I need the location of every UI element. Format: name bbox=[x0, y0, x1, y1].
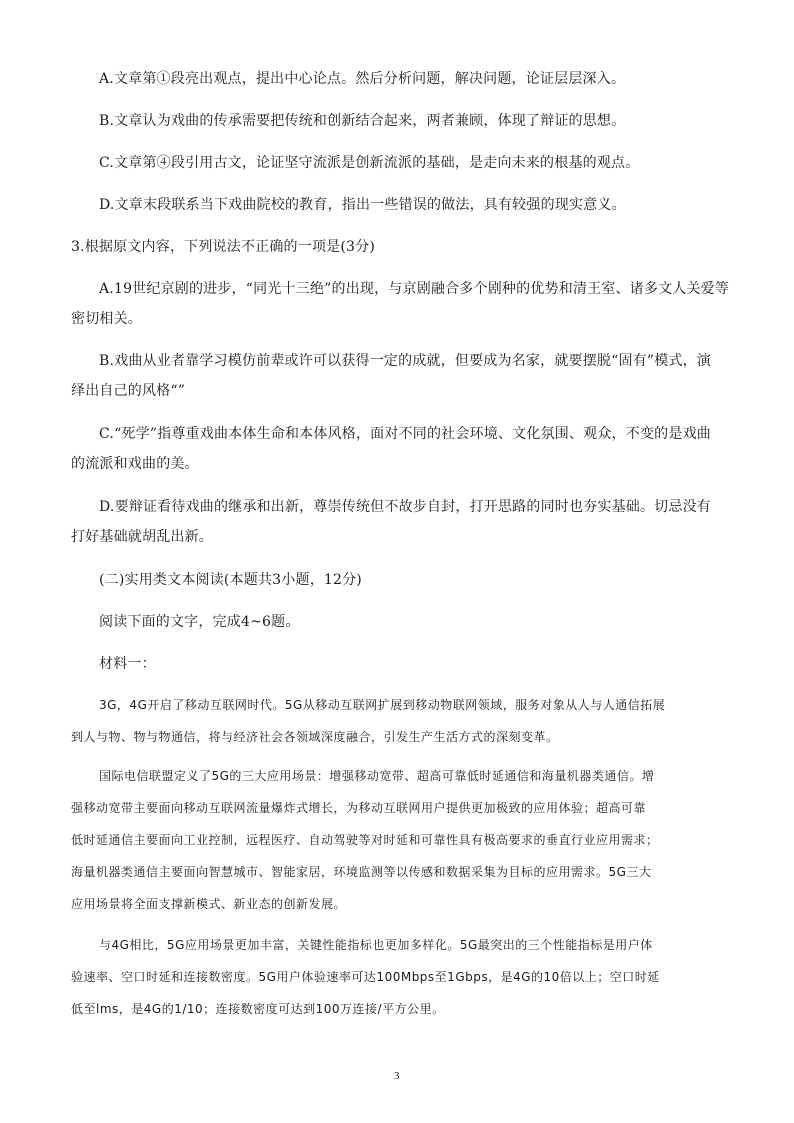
section-instruction: 阅读下面的文字，完成4~6题。 bbox=[99, 614, 300, 630]
section-heading: (二)实用类文本阅读(本题共3小题，12分) bbox=[99, 572, 362, 588]
material-p3-line2: 验速率、空口时延和连接数密度。5G用户体验速率可达100Mbps至1Gbps，是4G的10倍以上；空口时延 bbox=[71, 970, 660, 984]
material-p2-line5: 应用场景将全面支撑新模式、新业态的创新发展。 bbox=[71, 897, 347, 911]
q3-option-b-line2: 绎出自己的风格“” bbox=[71, 383, 186, 399]
material-p2-line1: 国际电信联盟定义了5G的三大应用场景：增强移动宽带、超高可靠低时延通信和海量机器类通信。增 bbox=[99, 769, 655, 783]
q3-option-c-line2: 的流派和戏曲的美。 bbox=[71, 456, 199, 472]
material-p1-line1: 3G，4G开启了移动互联网时代。5G从移动互联网扩展到移动物联网领域，服务对象从人与人通信拓展 bbox=[99, 698, 666, 712]
material-p2-line4: 海量机器类通信主要面向智慧城市、智能家居，环境监测等以传感和数据采集为目标的应用需求。5G三大 bbox=[71, 865, 652, 879]
q3-option-b-line1: B.戏曲从业者靠学习模仿前辈或许可以获得一定的成就，但要成为名家，就要摆脱“固有”模式，演 bbox=[99, 353, 712, 369]
q3-stem: 3.根据原文内容，下列说法不正确的一项是(3分) bbox=[71, 239, 375, 255]
q3-option-a-line2: 密切相关。 bbox=[71, 311, 142, 327]
material-p3-line1: 与4G相比，5G应用场景更加丰富，关键性能指标也更加多样化。5G最突出的三个性能指标是用户体 bbox=[99, 938, 653, 952]
material-label: 材料一： bbox=[99, 656, 156, 672]
material-p1-line2: 到人与物、物与物通信，将与经济社会各领域深度融合，引发生产生活方式的深刻变革。 bbox=[71, 730, 559, 744]
q3-option-c-line1: C.“死学”指尊重戏曲本体生命和本体风格，面对不同的社会环境、文化氛围、观众，不变的是戏曲 bbox=[99, 426, 711, 442]
q3-option-a-line1: A.19世纪京剧的进步，“同光十三绝”的出现，与京剧融合多个剧种的优势和清王室、诸多文人关爱等 bbox=[99, 281, 730, 297]
q2-option-b: B.文章认为戏曲的传承需要把传统和创新结合起来，两者兼顾，体现了辩证的思想。 bbox=[99, 113, 626, 129]
q2-option-d: D.文章末段联系当下戏曲院校的教育，指出一些错误的做法，具有较强的现实意义。 bbox=[99, 197, 626, 213]
q3-option-d-line2: 打好基础就胡乱出新。 bbox=[71, 529, 213, 545]
q3-option-d-line1: D.要辩证看待戏曲的继承和出新，尊崇传统但不故步自封，打开思路的同时也夯实基础。切忌没有 bbox=[99, 499, 711, 515]
q2-option-c: C.文章第④段引用古文，论证坚守流派是创新流派的基础，是走向未来的根基的观点。 bbox=[99, 155, 640, 171]
page-number: 3 bbox=[394, 1070, 400, 1082]
material-p2-line3: 低时延通信主要面向工业控制，远程医疗、自动驾驶等对时延和可靠性具有极高要求的垂直行业应用需求； bbox=[71, 833, 659, 847]
q2-option-a: A.文章第①段亮出观点，提出中心论点。然后分析问题，解决问题，论证层层深入。 bbox=[99, 71, 626, 87]
material-p3-line3: 低至lms，是4G的1/10；连接数密度可达到100万连接/平方公里。 bbox=[71, 1002, 445, 1016]
material-p2-line2: 强移动宽带主要面向移动互联网流量爆炸式增长，为移动互联网用户提供更加极致的应用体验；超高可靠 bbox=[71, 801, 647, 815]
